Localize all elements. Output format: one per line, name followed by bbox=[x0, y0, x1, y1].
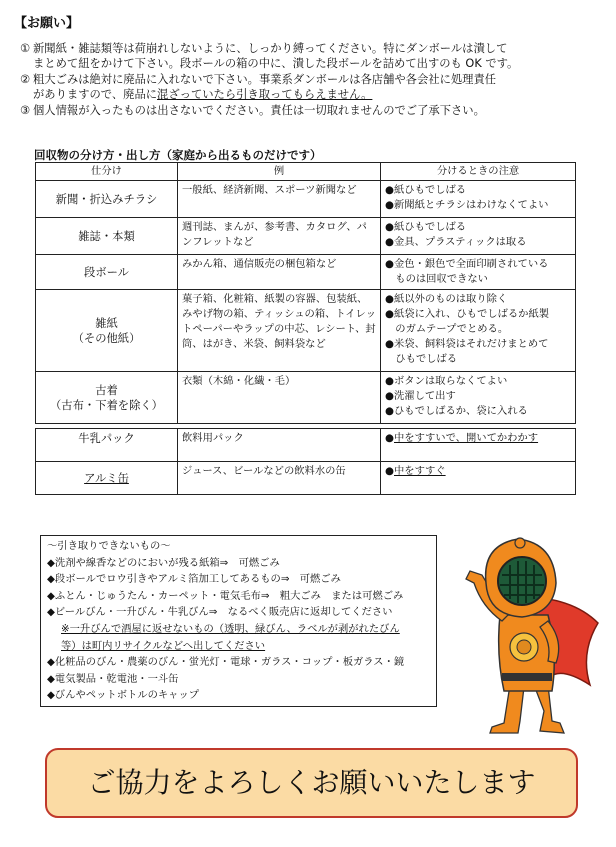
table-row bbox=[36, 429, 576, 462]
category-label: アルミ缶 bbox=[84, 471, 129, 485]
request-text: 新聞紙・雑誌類等は荷崩れしないように、しっかり縛ってください。特にダンボールは潰して bbox=[33, 42, 508, 55]
example-cell: 衣類（木綿・化繊・毛） bbox=[178, 372, 381, 424]
cannot-collect-item: ◆洗剤や線香などのにおいが残る紙箱⇒ 可燃ごみ bbox=[47, 556, 280, 569]
cannot-collect-item: ◆びんやペットボトルのキャップ bbox=[47, 689, 200, 702]
note-line: ものは回収できない bbox=[385, 273, 488, 285]
example-cell: 週刊誌、まんが、参考書、カタログ、パンフレットなど bbox=[178, 218, 381, 255]
note-line: ひもでしばる bbox=[385, 353, 458, 365]
cannot-collect-note-continued: 等）は町内リサイクルなどへ出してください bbox=[61, 639, 266, 652]
category-cell bbox=[36, 462, 178, 495]
column-header-notes: 分けるときの注意 bbox=[381, 163, 576, 181]
request-text-continued: がありますので、廃品に bbox=[33, 87, 158, 101]
note-line: ●新聞紙とチラシはわけなくてよい bbox=[385, 199, 549, 211]
category-cell bbox=[36, 290, 178, 372]
table-row bbox=[36, 255, 576, 290]
notes-cell bbox=[381, 255, 576, 290]
request-text: 粗大ごみは絶対に廃品に入れないで下さい。事業系ダンボールは各店舗や各会社に処理責任 bbox=[33, 73, 497, 87]
notes-cell bbox=[381, 181, 576, 218]
notes-cell bbox=[381, 462, 576, 495]
category-cell: 段ボール bbox=[36, 255, 178, 290]
note-line: のガムテープでとめる。 bbox=[385, 323, 509, 335]
request-number: ① bbox=[20, 42, 31, 55]
note-line: ●紙ひもでしばる bbox=[385, 221, 467, 233]
note-line: ●紙ひもでしばる bbox=[385, 184, 467, 196]
example-cell: 菓子箱、化粧箱、紙製の容器、包装紙、みやげ物の箱、ティッシュの箱、トイレットペーパーやラップの中芯、レシート、封筒、はがき、米袋、飼料袋など bbox=[178, 290, 381, 372]
example-cell: 飲料用パック bbox=[178, 429, 381, 462]
sorting-title: 回収物の分け方・出し方（家庭から出るものだけです） bbox=[34, 148, 322, 162]
cannot-collect-note: ※一升びんで酒屋に返せないもの（透明、緑びん、ラベルが剥がれたびん bbox=[61, 622, 400, 635]
request-number: ③ bbox=[20, 104, 31, 118]
request-text-underlined: 混ざっていたら引き取ってもらえません。 bbox=[157, 87, 373, 101]
table-row bbox=[36, 218, 576, 255]
request-list bbox=[20, 42, 600, 121]
request-item-3 bbox=[20, 104, 600, 119]
note-line: ●紙袋に入れ、ひもでしばるか紙製 bbox=[385, 308, 550, 320]
category-cell: 雑誌・本類 bbox=[36, 218, 178, 255]
category-label: 古着 bbox=[95, 383, 118, 397]
note-text: 中をすすぐ bbox=[394, 465, 446, 477]
notes-cell bbox=[381, 290, 576, 372]
notes-cell bbox=[381, 429, 576, 462]
cannot-collect-title: ～引き取りできないもの～ bbox=[47, 540, 171, 552]
note-line: ●米袋、飼料袋はそれだけまとめて bbox=[385, 338, 549, 350]
column-header-example: 例 bbox=[178, 163, 381, 181]
extra-table bbox=[35, 428, 576, 495]
category-sublabel: （古布・下着を除く） bbox=[50, 398, 163, 412]
request-number: ② bbox=[20, 73, 31, 87]
table-row bbox=[36, 462, 576, 495]
request-text: 個人情報が入ったものは出さないでください。責任は一切取れませんのでご了承下さい。 bbox=[33, 104, 485, 118]
cannot-collect-box bbox=[40, 535, 437, 707]
cannot-collect-item: ◆ふとん・じゅうたん・カーペット・電気毛布⇒ 粗大ごみ または可燃ごみ bbox=[47, 589, 404, 602]
request-item-2 bbox=[20, 73, 600, 102]
table-row bbox=[36, 181, 576, 218]
cannot-collect-item: ◆段ボールでロウ引きやアルミ箔加工してあるもの⇒ 可燃ごみ bbox=[47, 573, 341, 586]
mascot-illustration bbox=[452, 535, 602, 735]
request-item-1 bbox=[20, 42, 600, 71]
category-sublabel: （その他紙） bbox=[72, 331, 141, 345]
example-cell: ジュース、ビールなどの飲料水の缶 bbox=[178, 462, 381, 495]
category-cell: 牛乳パック bbox=[36, 429, 178, 462]
note-bullet: ● bbox=[385, 465, 394, 477]
table-header-row bbox=[36, 163, 576, 181]
category-label: 雑紙 bbox=[95, 316, 118, 330]
notes-cell bbox=[381, 372, 576, 424]
note-line: ●金色・銀色で全面印刷されている bbox=[385, 258, 549, 270]
sorting-table bbox=[35, 162, 576, 424]
example-cell: みかん箱、通信販売の梱包箱など bbox=[178, 255, 381, 290]
notes-cell bbox=[381, 218, 576, 255]
note-text: 中をすすいで、開いてかわかす bbox=[394, 432, 539, 444]
note-line: ●ひもでしばるか、袋に入れる bbox=[385, 405, 528, 417]
note-line: ●洗濯して出す bbox=[385, 390, 456, 402]
table-row bbox=[36, 372, 576, 424]
note-bullet: ● bbox=[385, 432, 394, 444]
category-cell bbox=[36, 372, 178, 424]
note-line: ●紙以外のものは取り除く bbox=[385, 293, 508, 305]
request-heading: 【お願い】 bbox=[14, 16, 80, 31]
table-row bbox=[36, 290, 576, 372]
closing-banner: ご協力をよろしくお願いいたします bbox=[45, 748, 578, 818]
cannot-collect-item: ◆電気製品・乾電池・一斗缶 bbox=[47, 672, 179, 685]
note-line: ●ボタンは取らなくてよい bbox=[385, 375, 508, 387]
cannot-collect-item: ◆化粧品のびん・農薬のびん・蛍光灯・電球・ガラス・コップ・板ガラス・鏡 bbox=[47, 656, 405, 669]
request-text-continued: まとめて紐をかけて下さい。段ボールの箱の中に、潰した段ボールを詰めて出すのも OK です。 bbox=[33, 56, 519, 70]
cannot-collect-item: ◆ビールびん・一升びん・牛乳びん⇒ なるべく販売店に返却してください bbox=[47, 606, 393, 619]
note-line: ●金具、プラスティックは取る bbox=[385, 236, 527, 248]
column-header-category: 仕分け bbox=[36, 163, 178, 181]
category-cell: 新聞・折込みチラシ bbox=[36, 181, 178, 218]
example-cell: 一般紙、経済新聞、スポーツ新聞など bbox=[178, 181, 381, 218]
